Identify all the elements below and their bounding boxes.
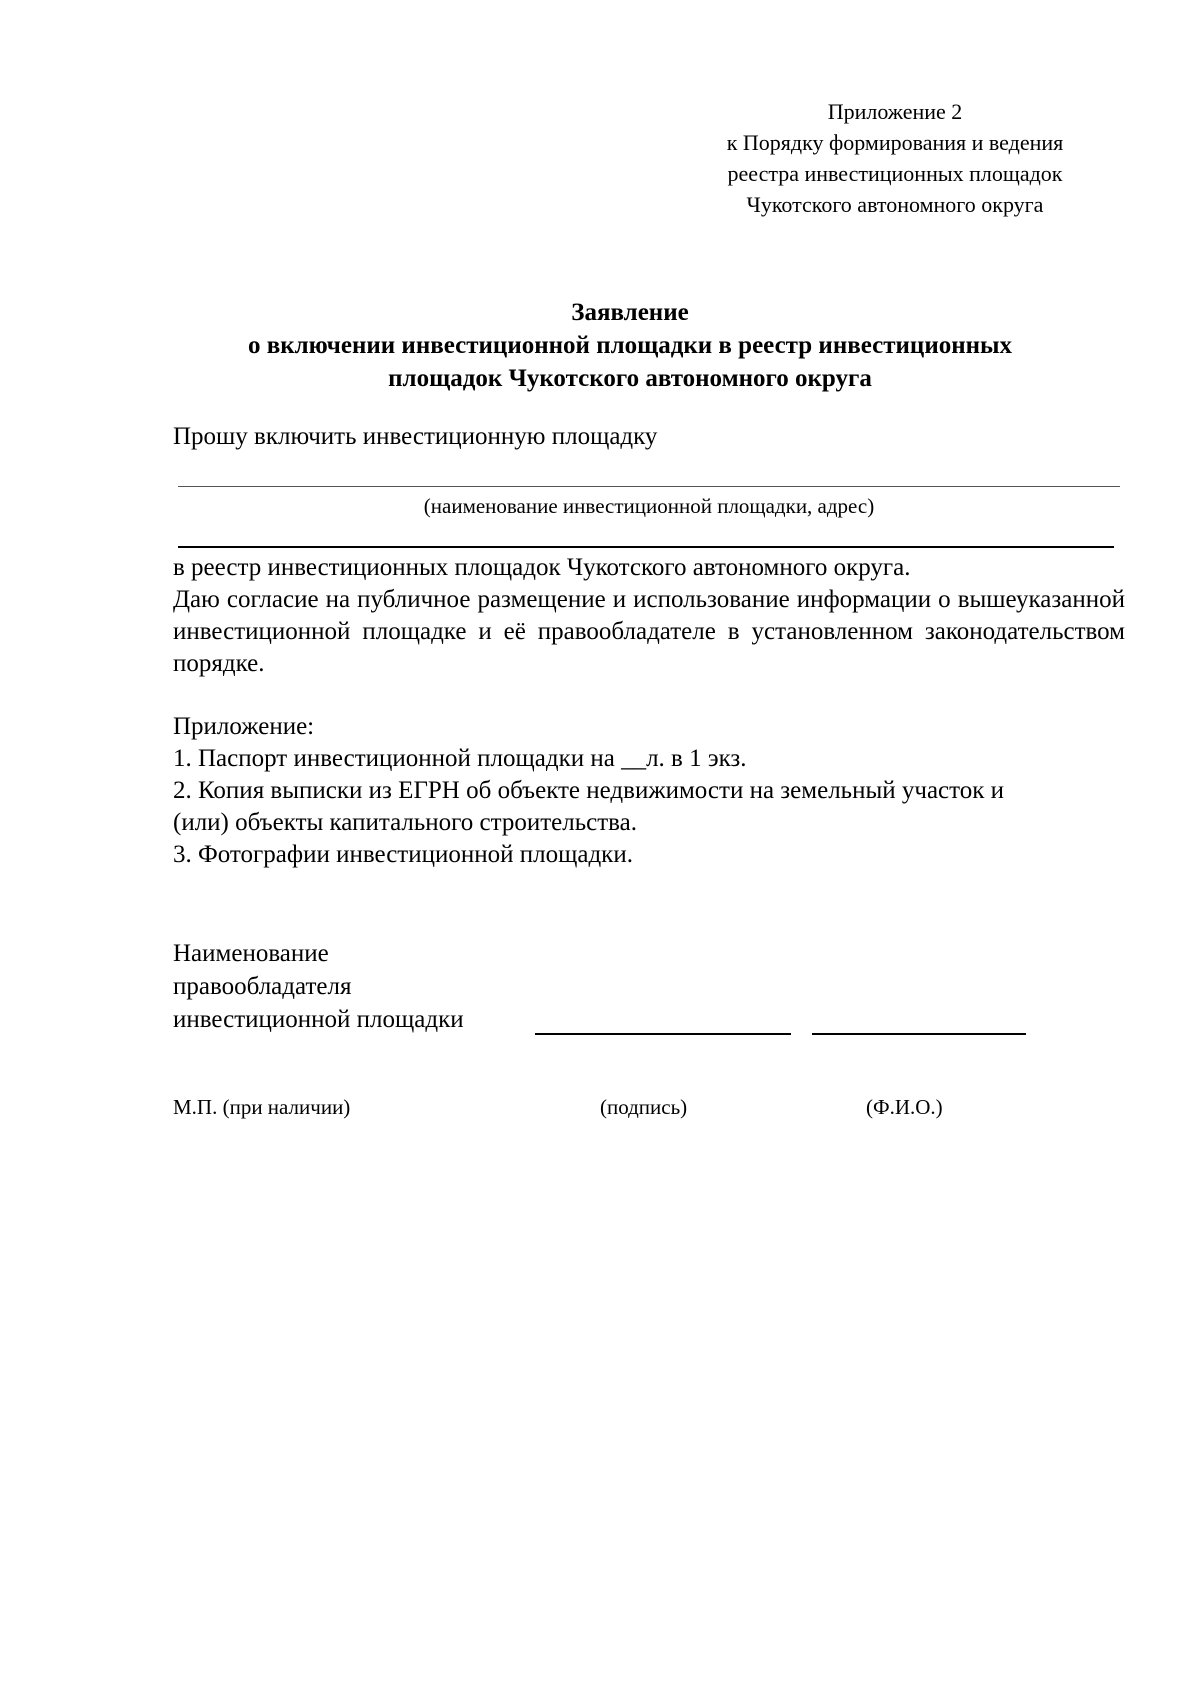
appendix-list <box>173 711 1133 871</box>
title-line: площадок Чукотского автономного округа <box>388 365 872 392</box>
consent-paragraph: Даю согласие на публичное размещение и использование информации о вышеуказанной инвестиционной площадке и её правообладателе в установленном законодательством порядке. <box>173 586 1125 677</box>
holder-label-line: Наименование <box>173 940 329 967</box>
appendix-item: 1. Паспорт инвестиционной площадки на __л. в 1 экз. <box>173 745 747 772</box>
appendix-item: 3. Фотографии инвестиционной площадки. <box>173 841 633 868</box>
seal-caption: М.П. (при наличии) <box>173 1095 351 1119</box>
full-name-caption: (Ф.И.О.) <box>866 1095 943 1119</box>
annex-line: реестра инвестиционных площадок <box>727 161 1063 186</box>
document-title <box>130 296 1130 395</box>
annex-line: к Порядку формирования и ведения <box>726 130 1064 155</box>
holder-label-line: правообладателя <box>173 973 352 1000</box>
appendix-item: 2. Копия выписки из ЕГРН об объекте недвижимости на земельный участок и <box>173 777 1005 804</box>
holder-label <box>173 937 464 1036</box>
request-text: Прошу включить инвестиционную площадку <box>173 423 658 450</box>
appendix-heading: Приложение: <box>173 713 315 740</box>
annex-line: Чукотского автономного округа <box>746 192 1044 217</box>
body-text <box>173 552 1125 680</box>
site-name-field-line[interactable] <box>178 486 1120 487</box>
title-line: о включении инвестиционной площадки в реестр инвестиционных <box>247 332 1013 359</box>
site-name-field-caption: (наименование инвестиционной площадки, адрес) <box>423 494 875 518</box>
registry-line: в реестр инвестиционных площадок Чукотского автономного округа. <box>173 554 911 581</box>
holder-label-line: инвестиционной площадки <box>173 1006 464 1033</box>
annex-reference <box>665 96 1125 220</box>
signature-field-line[interactable] <box>535 1033 791 1035</box>
annex-line: Приложение 2 <box>827 99 963 124</box>
full-name-field-line[interactable] <box>812 1033 1026 1035</box>
appendix-item: (или) объекты капитального строительства. <box>173 809 637 836</box>
site-address-field-line[interactable] <box>178 546 1114 548</box>
signature-caption: (подпись) <box>600 1095 688 1119</box>
title-line: Заявление <box>571 299 689 326</box>
